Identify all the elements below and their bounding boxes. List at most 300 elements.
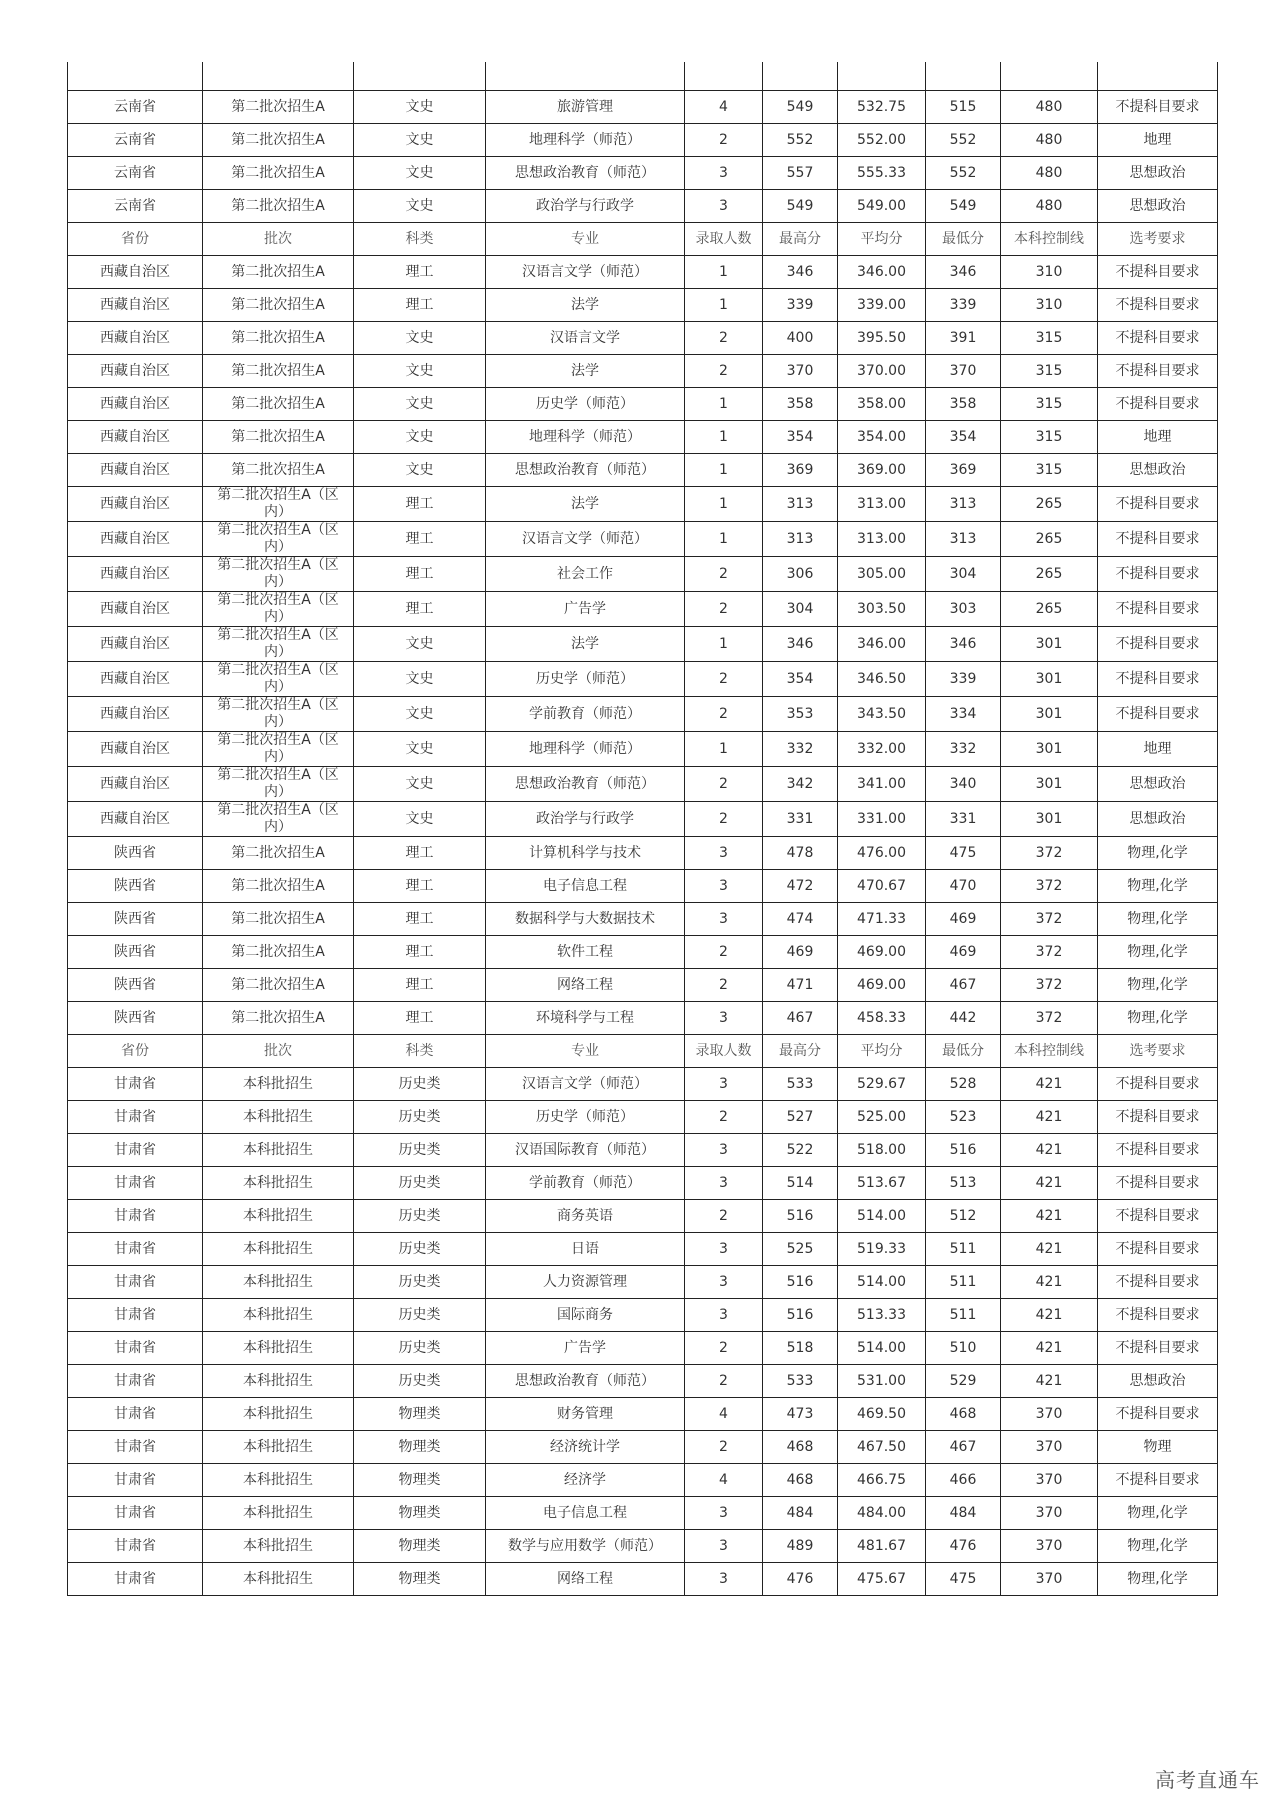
table-cell: 物理,化学 — [1098, 1497, 1218, 1530]
table-cell: 301 — [1001, 697, 1098, 732]
table-cell: 469.50 — [838, 1398, 926, 1431]
table-cell: 汉语国际教育（师范） — [486, 1134, 685, 1167]
table-cell: 网络工程 — [486, 969, 685, 1002]
table-cell: 历史学（师范） — [486, 388, 685, 421]
table-cell: 305.00 — [838, 557, 926, 592]
table-cell: 400 — [763, 322, 838, 355]
table-cell: 475 — [926, 1563, 1001, 1596]
table-cell: 1 — [685, 289, 763, 322]
table-cell: 第二批次招生A — [203, 454, 354, 487]
table-cell: 日语 — [486, 1233, 685, 1266]
header-cell: 省份 — [68, 1035, 203, 1068]
table-cell: 265 — [1001, 557, 1098, 592]
table-row — [68, 1464, 1218, 1497]
table-cell: 不提科目要求 — [1098, 1299, 1218, 1332]
table-cell: 468 — [763, 1431, 838, 1464]
table-cell: 532.75 — [838, 91, 926, 124]
table-cell: 370.00 — [838, 355, 926, 388]
table-cell: 2 — [685, 1431, 763, 1464]
table-cell: 物理,化学 — [1098, 837, 1218, 870]
table-cell: 304 — [763, 592, 838, 627]
table-cell: 2 — [685, 1101, 763, 1134]
table-cell: 516 — [763, 1266, 838, 1299]
header-cell: 最低分 — [926, 223, 1001, 256]
table-cell: 557 — [763, 157, 838, 190]
table-cell: 第二批次招生A — [203, 903, 354, 936]
table-cell: 3 — [685, 1068, 763, 1101]
table-cell: 物理类 — [354, 1530, 486, 1563]
table-cell: 3 — [685, 190, 763, 223]
table-cell: 4 — [685, 1398, 763, 1431]
table-cell: 文史 — [354, 732, 486, 767]
header-cell: 平均分 — [838, 223, 926, 256]
table-cell: 云南省 — [68, 190, 203, 223]
table-cell: 484 — [926, 1497, 1001, 1530]
table-cell: 物理类 — [354, 1464, 486, 1497]
table-row — [68, 256, 1218, 289]
table-cell: 515 — [926, 91, 1001, 124]
table-cell: 334 — [926, 697, 1001, 732]
table-cell: 313.00 — [838, 522, 926, 557]
table-cell: 301 — [1001, 767, 1098, 802]
table-cell: 467.50 — [838, 1431, 926, 1464]
table-cell: 甘肃省 — [68, 1563, 203, 1596]
table-cell: 西藏自治区 — [68, 662, 203, 697]
table-cell: 511 — [926, 1266, 1001, 1299]
header-row — [68, 1035, 1218, 1068]
table-cell: 513 — [926, 1167, 1001, 1200]
table-cell: 思想政治 — [1098, 802, 1218, 837]
table-cell: 本科批招生 — [203, 1563, 354, 1596]
table-cell: 265 — [1001, 522, 1098, 557]
table-cell: 文史 — [354, 355, 486, 388]
table-cell: 346 — [926, 627, 1001, 662]
table-row — [68, 190, 1218, 223]
table-cell: 313 — [763, 487, 838, 522]
table-cell: 文史 — [354, 662, 486, 697]
table-cell: 第二批次招生A — [203, 837, 354, 870]
table-cell: 346.00 — [838, 627, 926, 662]
table-cell: 第二批次招生A — [203, 289, 354, 322]
table-cell: 552 — [926, 124, 1001, 157]
table-cell: 法学 — [486, 627, 685, 662]
table-cell: 不提科目要求 — [1098, 662, 1218, 697]
table-cell: 527 — [763, 1101, 838, 1134]
table-cell: 物理,化学 — [1098, 969, 1218, 1002]
table-cell: 西藏自治区 — [68, 522, 203, 557]
table-row — [68, 732, 1218, 767]
table-cell: 511 — [926, 1233, 1001, 1266]
table-cell: 523 — [926, 1101, 1001, 1134]
table-cell: 学前教育（师范） — [486, 697, 685, 732]
table-row — [68, 1101, 1218, 1134]
table-cell: 不提科目要求 — [1098, 1068, 1218, 1101]
table-cell: 历史类 — [354, 1134, 486, 1167]
header-cell: 省份 — [68, 223, 203, 256]
table-cell: 理工 — [354, 592, 486, 627]
table-cell: 本科批招生 — [203, 1200, 354, 1233]
table-cell: 475.67 — [838, 1563, 926, 1596]
table-cell: 549 — [926, 190, 1001, 223]
table-cell: 370 — [1001, 1398, 1098, 1431]
table-cell: 370 — [763, 355, 838, 388]
table-cell: 518 — [763, 1332, 838, 1365]
table-cell: 政治学与行政学 — [486, 802, 685, 837]
table-cell: 电子信息工程 — [486, 1497, 685, 1530]
table-cell: 3 — [685, 903, 763, 936]
table-cell: 473 — [763, 1398, 838, 1431]
table-row — [68, 91, 1218, 124]
table-cell: 本科批招生 — [203, 1332, 354, 1365]
table-cell: 旅游管理 — [486, 91, 685, 124]
table-cell: 519.33 — [838, 1233, 926, 1266]
table-row — [68, 124, 1218, 157]
table-cell: 2 — [685, 1200, 763, 1233]
table-cell: 西藏自治区 — [68, 421, 203, 454]
table-cell: 516 — [763, 1299, 838, 1332]
table-cell: 421 — [1001, 1101, 1098, 1134]
table-cell: 甘肃省 — [68, 1167, 203, 1200]
table-cell: 265 — [1001, 487, 1098, 522]
table-cell: 西藏自治区 — [68, 289, 203, 322]
table-cell: 484.00 — [838, 1497, 926, 1530]
header-cell: 专业 — [486, 223, 685, 256]
table-cell: 331.00 — [838, 802, 926, 837]
table-row — [68, 1266, 1218, 1299]
table-cell: 358 — [926, 388, 1001, 421]
table-cell: 第二批次招生A — [203, 355, 354, 388]
table-cell: 514 — [763, 1167, 838, 1200]
table-cell: 第二批次招生A（区内） — [203, 487, 354, 522]
table-row — [68, 355, 1218, 388]
table-cell: 文史 — [354, 322, 486, 355]
table-cell: 552 — [763, 124, 838, 157]
table-cell: 1 — [685, 256, 763, 289]
table-cell: 3 — [685, 1167, 763, 1200]
table-cell: 第二批次招生A（区内） — [203, 767, 354, 802]
table-cell: 云南省 — [68, 157, 203, 190]
table-cell: 555.33 — [838, 157, 926, 190]
table-cell: 265 — [1001, 592, 1098, 627]
table-row — [68, 1563, 1218, 1596]
table-cell: 物理,化学 — [1098, 1563, 1218, 1596]
table-cell: 本科批招生 — [203, 1101, 354, 1134]
table-row — [68, 289, 1218, 322]
table-cell: 370 — [1001, 1497, 1098, 1530]
table-cell: 474 — [763, 903, 838, 936]
table-cell: 421 — [1001, 1266, 1098, 1299]
table-cell: 531.00 — [838, 1365, 926, 1398]
table-cell: 不提科目要求 — [1098, 1233, 1218, 1266]
table-cell: 528 — [926, 1068, 1001, 1101]
table-cell: 313 — [763, 522, 838, 557]
table-cell: 历史类 — [354, 1332, 486, 1365]
table-cell: 不提科目要求 — [1098, 91, 1218, 124]
table-cell: 陕西省 — [68, 870, 203, 903]
table-cell: 电子信息工程 — [486, 870, 685, 903]
table-cell: 331 — [926, 802, 1001, 837]
table-cell: 315 — [1001, 388, 1098, 421]
table-cell: 陕西省 — [68, 903, 203, 936]
table-cell: 469.00 — [838, 936, 926, 969]
table-cell: 2 — [685, 124, 763, 157]
table-cell: 3 — [685, 157, 763, 190]
table-cell: 理工 — [354, 557, 486, 592]
table-cell: 西藏自治区 — [68, 355, 203, 388]
table-cell: 人力资源管理 — [486, 1266, 685, 1299]
table-cell: 476 — [763, 1563, 838, 1596]
table-cell: 301 — [1001, 627, 1098, 662]
table-cell: 地理 — [1098, 421, 1218, 454]
table-cell: 不提科目要求 — [1098, 697, 1218, 732]
table-cell: 理工 — [354, 1002, 486, 1035]
table-cell: 甘肃省 — [68, 1068, 203, 1101]
table-cell: 理工 — [354, 837, 486, 870]
table-cell: 549.00 — [838, 190, 926, 223]
table-row — [68, 522, 1218, 557]
table-cell: 529.67 — [838, 1068, 926, 1101]
table-row — [68, 662, 1218, 697]
table-cell: 421 — [1001, 1365, 1098, 1398]
table-cell: 372 — [1001, 936, 1098, 969]
table-cell: 历史类 — [354, 1299, 486, 1332]
table-cell: 354.00 — [838, 421, 926, 454]
table-cell: 甘肃省 — [68, 1530, 203, 1563]
table-cell: 303 — [926, 592, 1001, 627]
table-cell: 不提科目要求 — [1098, 592, 1218, 627]
table-cell: 不提科目要求 — [1098, 1167, 1218, 1200]
table-cell: 物理,化学 — [1098, 1002, 1218, 1035]
table-cell: 470 — [926, 870, 1001, 903]
table-cell: 本科批招生 — [203, 1365, 354, 1398]
header-cell: 批次 — [203, 223, 354, 256]
table-row — [68, 903, 1218, 936]
table-cell: 陕西省 — [68, 936, 203, 969]
table-cell: 1 — [685, 421, 763, 454]
table-cell: 第二批次招生A（区内） — [203, 592, 354, 627]
header-cell: 最高分 — [763, 223, 838, 256]
watermark: 高考直通车 — [1155, 1768, 1260, 1792]
table-cell: 国际商务 — [486, 1299, 685, 1332]
table-row — [68, 1200, 1218, 1233]
table-cell: 3 — [685, 1233, 763, 1266]
table-cell: 本科批招生 — [203, 1068, 354, 1101]
table-cell: 思想政治 — [1098, 1365, 1218, 1398]
table-cell: 不提科目要求 — [1098, 1464, 1218, 1497]
table-cell: 汉语言文学（师范） — [486, 522, 685, 557]
table-cell: 财务管理 — [486, 1398, 685, 1431]
header-cell: 最低分 — [926, 1035, 1001, 1068]
table-cell: 政治学与行政学 — [486, 190, 685, 223]
table-cell: 3 — [685, 1299, 763, 1332]
table-cell: 475 — [926, 837, 1001, 870]
table-cell: 552.00 — [838, 124, 926, 157]
table-row — [68, 157, 1218, 190]
table-cell: 历史类 — [354, 1068, 486, 1101]
table-cell: 480 — [1001, 124, 1098, 157]
table-row — [68, 1332, 1218, 1365]
table-cell: 第二批次招生A（区内） — [203, 522, 354, 557]
table-cell: 512 — [926, 1200, 1001, 1233]
table-cell: 文史 — [354, 388, 486, 421]
table-cell: 社会工作 — [486, 557, 685, 592]
table-cell: 301 — [1001, 662, 1098, 697]
table-cell: 469 — [926, 936, 1001, 969]
table-cell: 文史 — [354, 802, 486, 837]
table-cell: 西藏自治区 — [68, 322, 203, 355]
table-row — [68, 1299, 1218, 1332]
table-row — [68, 1068, 1218, 1101]
table-cell: 2 — [685, 592, 763, 627]
table-row — [68, 1167, 1218, 1200]
table-cell: 不提科目要求 — [1098, 256, 1218, 289]
table-cell: 第二批次招生A（区内） — [203, 732, 354, 767]
table-cell: 第二批次招生A — [203, 256, 354, 289]
table-cell: 西藏自治区 — [68, 557, 203, 592]
table-cell: 历史类 — [354, 1365, 486, 1398]
table-cell: 物理,化学 — [1098, 870, 1218, 903]
table-cell: 思想政治教育（师范） — [486, 157, 685, 190]
header-cell: 平均分 — [838, 1035, 926, 1068]
table-cell: 不提科目要求 — [1098, 289, 1218, 322]
table-cell: 4 — [685, 1464, 763, 1497]
table-row — [68, 1233, 1218, 1266]
header-cell: 科类 — [354, 223, 486, 256]
table-row — [68, 1365, 1218, 1398]
header-cell: 批次 — [203, 1035, 354, 1068]
table-cell: 525 — [763, 1233, 838, 1266]
table-cell: 第二批次招生A — [203, 322, 354, 355]
table-cell: 516 — [926, 1134, 1001, 1167]
table-cell: 第二批次招生A — [203, 1002, 354, 1035]
table-cell: 第二批次招生A — [203, 190, 354, 223]
table-cell: 340 — [926, 767, 1001, 802]
table-cell: 理工 — [354, 256, 486, 289]
table-cell: 481.67 — [838, 1530, 926, 1563]
table-cell: 514.00 — [838, 1200, 926, 1233]
table-cell: 3 — [685, 1530, 763, 1563]
table-row — [68, 767, 1218, 802]
table-cell: 358 — [763, 388, 838, 421]
table-cell: 文史 — [354, 190, 486, 223]
table-cell: 489 — [763, 1530, 838, 1563]
admission-score-table — [67, 62, 1217, 1596]
table-cell: 理工 — [354, 487, 486, 522]
table-cell: 2 — [685, 969, 763, 1002]
table-cell: 西藏自治区 — [68, 454, 203, 487]
table-cell: 不提科目要求 — [1098, 355, 1218, 388]
table-cell: 历史类 — [354, 1266, 486, 1299]
table-cell: 陕西省 — [68, 969, 203, 1002]
table-cell: 不提科目要求 — [1098, 388, 1218, 421]
table-cell: 369 — [926, 454, 1001, 487]
table-cell: 2 — [685, 355, 763, 388]
table-cell: 甘肃省 — [68, 1497, 203, 1530]
table-cell: 470.67 — [838, 870, 926, 903]
table-cell: 421 — [1001, 1134, 1098, 1167]
table-cell: 甘肃省 — [68, 1134, 203, 1167]
table-cell: 472 — [763, 870, 838, 903]
table-cell: 云南省 — [68, 91, 203, 124]
table-cell: 313 — [926, 487, 1001, 522]
table-cell: 思想政治教育（师范） — [486, 767, 685, 802]
table-cell: 文史 — [354, 421, 486, 454]
table-cell: 第二批次招生A（区内） — [203, 557, 354, 592]
table-cell: 理工 — [354, 936, 486, 969]
table-cell: 421 — [1001, 1233, 1098, 1266]
table-cell: 533 — [763, 1068, 838, 1101]
table-cell: 甘肃省 — [68, 1101, 203, 1134]
table-cell: 物理类 — [354, 1398, 486, 1431]
table-cell: 甘肃省 — [68, 1332, 203, 1365]
header-cell: 选考要求 — [1098, 223, 1218, 256]
table-cell: 思想政治 — [1098, 157, 1218, 190]
header-row — [68, 223, 1218, 256]
table-cell: 4 — [685, 91, 763, 124]
table-cell: 物理类 — [354, 1497, 486, 1530]
table-cell: 第二批次招生A — [203, 870, 354, 903]
table-row — [68, 697, 1218, 732]
table-cell: 339 — [763, 289, 838, 322]
table-cell: 历史类 — [354, 1233, 486, 1266]
table-cell: 306 — [763, 557, 838, 592]
table-cell: 469 — [763, 936, 838, 969]
table-cell: 本科批招生 — [203, 1431, 354, 1464]
table-row-continued — [68, 62, 1218, 91]
table-cell: 第二批次招生A（区内） — [203, 802, 354, 837]
table-cell: 421 — [1001, 1299, 1098, 1332]
table-cell: 西藏自治区 — [68, 802, 203, 837]
table-cell: 315 — [1001, 421, 1098, 454]
table-cell: 地理科学（师范） — [486, 732, 685, 767]
table-cell: 甘肃省 — [68, 1266, 203, 1299]
table-cell: 3 — [685, 1134, 763, 1167]
table-cell: 理工 — [354, 969, 486, 1002]
table-cell: 数据科学与大数据技术 — [486, 903, 685, 936]
table-cell: 339 — [926, 662, 1001, 697]
table-cell: 514.00 — [838, 1332, 926, 1365]
table-cell: 环境科学与工程 — [486, 1002, 685, 1035]
table-cell: 370 — [926, 355, 1001, 388]
table-cell: 陕西省 — [68, 1002, 203, 1035]
table-cell: 历史学（师范） — [486, 662, 685, 697]
table-cell: 353 — [763, 697, 838, 732]
table-cell: 理工 — [354, 870, 486, 903]
table-cell: 549 — [763, 91, 838, 124]
table-cell: 法学 — [486, 487, 685, 522]
table-row — [68, 1431, 1218, 1464]
table-cell: 汉语言文学（师范） — [486, 1068, 685, 1101]
table-cell: 468 — [926, 1398, 1001, 1431]
table-cell: 471.33 — [838, 903, 926, 936]
table-cell: 不提科目要求 — [1098, 1266, 1218, 1299]
table-cell: 518.00 — [838, 1134, 926, 1167]
table-cell: 2 — [685, 662, 763, 697]
table-cell: 西藏自治区 — [68, 627, 203, 662]
table-cell: 1 — [685, 627, 763, 662]
table-row — [68, 421, 1218, 454]
table-cell: 2 — [685, 322, 763, 355]
table-row — [68, 1002, 1218, 1035]
table-cell: 本科批招生 — [203, 1266, 354, 1299]
table-cell: 466 — [926, 1464, 1001, 1497]
table-cell: 思想政治教育（师范） — [486, 1365, 685, 1398]
table-cell: 历史类 — [354, 1101, 486, 1134]
table-cell: 西藏自治区 — [68, 697, 203, 732]
table-row — [68, 936, 1218, 969]
table-cell: 西藏自治区 — [68, 767, 203, 802]
header-cell: 录取人数 — [685, 223, 763, 256]
